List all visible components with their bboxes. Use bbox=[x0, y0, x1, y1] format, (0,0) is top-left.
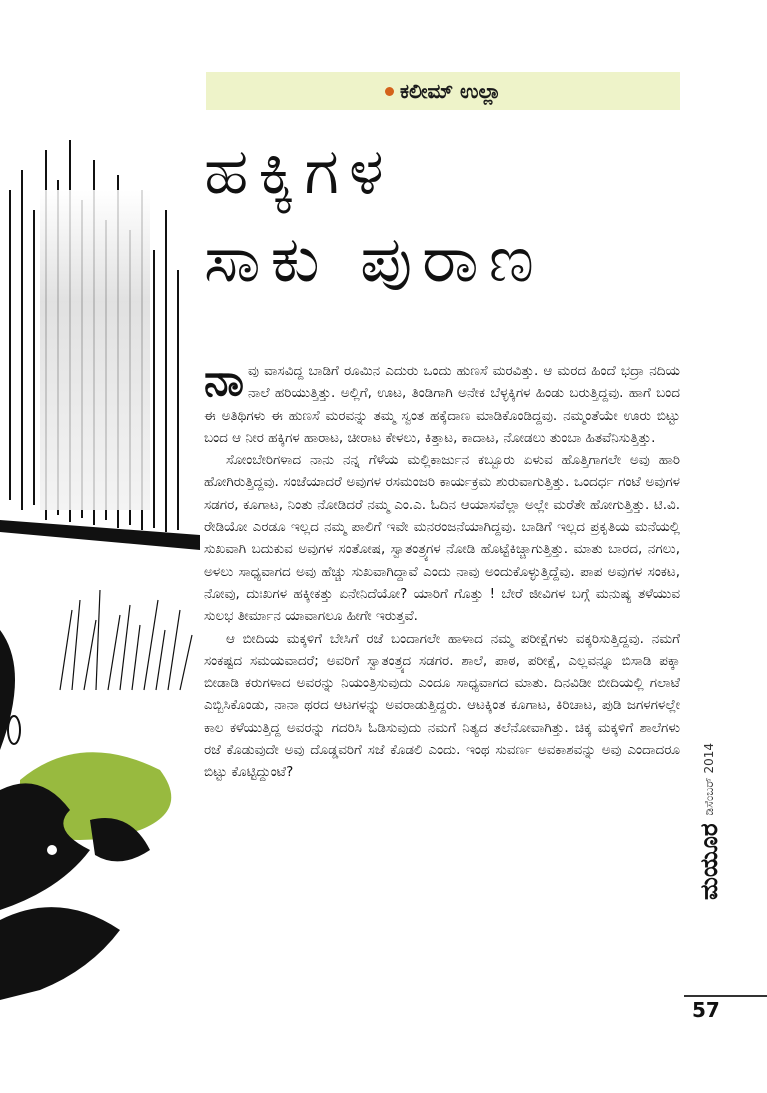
mist-band bbox=[40, 190, 150, 510]
title-line-1: ಹಕ್ಕಿಗಳ bbox=[204, 135, 394, 209]
magazine-side-label bbox=[689, 743, 729, 900]
water-line bbox=[0, 520, 200, 550]
illustration bbox=[0, 130, 200, 1010]
article-title bbox=[204, 128, 680, 304]
author-name: ಕಲೀಮ್ ಉಲ್ಲಾ bbox=[400, 79, 501, 103]
drop-cap: ನಾ bbox=[204, 355, 244, 406]
paragraph-2: ಸೋಂಬೇರಿಗಳಾದ ನಾನು ನನ್ನ ಗೆಳೆಯ ಮಲ್ಲಿಕಾರ್ಜುನ ಕಬ್ಬೂರು ಏಳುವ ಹೊತ್ತಿಗಾಗಲೇ ಅವು ಹಾರಿ ಹೋಗಿರುತ್ತಿದ್ದವು. ಸಂಜೆಯಾದರೆ ಅವುಗಳ ರಸಮಂಜರಿ ಕಾರ್ಯಕ್ರಮ ಶುರುವಾಗುತ್ತಿತ್ತು. ಒಂದರ್ಧ ಗಂಟೆ ಅವುಗಳ ಸಡಗರ, ಕೂಗಾಟ, ನಿಂತು ನೋಡಿದರೆ ನಮ್ಮ ಎಂ.ಎ. ಓದಿನ ಆಯಾಸವೆಲ್ಲಾ ಅಲ್ಲೇ ಮರೆತೇ ಹೋಗುತ್ತಿತ್ತು. ಟಿ.ವಿ. ರೇಡಿಯೋ ಎರಡೂ ಇಲ್ಲದ ನಮ್ಮ ಪಾಲಿಗೆ ಇವೇ ಮನರಂಜನೆಯಾಗಿದ್ದವು. ಬಾಡಿಗೆ ಇಲ್ಲದ ಪ್ರಕೃತಿಯ ಮನೆಯಲ್ಲಿ ಸುಖವಾಗಿ ಬದುಕುವ ಅವುಗಳ ಸಂತೋಷ, ಸ್ವಾತಂತ್ರ್ಯಗಳ ನೋಡಿ ಹೊಟ್ಟೆಕಿಚ್ಚಾಗುತ್ತಿತ್ತು. ಮಾತು ಬಾರದ, ನಗಲು, ಅಳಲು ಸಾಧ್ಯವಾಗದ ಅವು ಹೆಚ್ಚು ಸುಖವಾಗಿದ್ದಾವೆ ಎಂದು ನಾವು ಅಂದುಕೊಳ್ಳುತ್ತಿದ್ದೆವು. ಪಾಪ ಅವುಗಳ ಸಂಕಟ, ನೋವು, ದುಃಖಗಳ ಹಕ್ಕೀಕತ್ತು ಏನೇನಿದೆಯೋ? ಯಾರಿಗೆ ಗೊತ್ತು ! ಬೇರೆ ಜೀವಿಗಳ ಬಗ್ಗೆ ಮನುಷ್ಯ ತಳೆಯುವ ಸುಲಭ ತೀರ್ಮಾನ ಯಾವಾಗಲೂ ಹೀಗೇ ಇರುತ್ತವೆ. bbox=[204, 452, 680, 625]
magazine-name: ಮಯೂರ bbox=[695, 823, 723, 900]
page-number-rule bbox=[684, 995, 767, 997]
water-drop bbox=[8, 716, 20, 744]
page-number: 57 bbox=[692, 998, 720, 1022]
paragraph-3: ಆ ಬೀದಿಯ ಮಕ್ಕಳಿಗೆ ಬೇಸಿಗೆ ರಜೆ ಬಂದಾಗಲೇ ಹಾಳಾದ ನಮ್ಮ ಪರೀಕ್ಷೆಗಳು ವಕ್ಕರಿಸುತ್ತಿದ್ದವು. ನಮಗೆ ಸಂಕಷ್ಟದ ಸಮಯವಾದರೆ; ಅವರಿಗೆ ಸ್ವಾತಂತ್ರ್ಯದ ಸಡಗರ. ಶಾಲೆ, ಪಾಠ, ಪರೀಕ್ಷೆ, ಎಲ್ಲವನ್ನೂ ಬಿಸಾಡಿ ಪಕ್ಕಾ ಬೀಡಾಡಿ ಕರುಗಳಾದ ಅವರನ್ನು ನಿಯಂತ್ರಿಸುವುದು ಎಂದೂ ಸಾಧ್ಯವಾಗದ ಮಾತು. ದಿನವಿಡೀ ಬೀದಿಯಲ್ಲಿ ಗಲಾಟೆ ಎಬ್ಬಿಸಿಕೊಂಡು, ನಾನಾ ಥರದ ಆಟಗಳನ್ನು ಅವರಾಡುತ್ತಿದ್ದರು. ಆಟಕ್ಕಿಂತ ಕೂಗಾಟ, ಕಿರಿಚಾಟ, ಪುಡಿ ಜಗಳಗಳಲ್ಲೇ ಕಾಲ ಕಳೆಯುತ್ತಿದ್ದ ಅವರನ್ನು ಗದರಿಸಿ ಓಡಿಸುವುದು ನಮಗೆ ನಿತ್ಯದ ತಲೆನೋವಾಗಿತ್ತು. ಚಿಕ್ಕ ಮಕ್ಕಳಿಗೆ ಶಾಲೆಗಳು ರಜೆ ಕೊಡುವುದೇ ಅವು ದೊಡ್ಡವರಿಗೆ ಸಜೆ ಕೊಡಲಿ ಎಂದು. ಇಂಥ ಸುವರ್ಣ ಅವಕಾಶವನ್ನು ಅವು ಎಂದಾದರೂ ಬಿಟ್ಟು ಕೊಟ್ಟಿದ್ದುಂಟೆ? bbox=[204, 630, 680, 781]
grass-cluster bbox=[60, 590, 192, 690]
title-line-2: ಸಾಕು ಪುರಾಣ bbox=[204, 223, 544, 297]
author-band bbox=[206, 72, 680, 110]
author-bullet-icon bbox=[385, 87, 394, 96]
issue-date: ಡಿಸೆಂಬರ್ 2014 bbox=[701, 743, 716, 816]
paragraph-1 bbox=[204, 355, 680, 449]
dark-wave bbox=[0, 907, 120, 1000]
article-body bbox=[204, 355, 680, 784]
paragraph-1-text: ವು ವಾಸವಿದ್ದ ಬಾಡಿಗೆ ರೂಮಿನ ಎದುರು ಒಂದು ಹುಣಸೆ ಮರವಿತ್ತು. ಆ ಮರದ ಹಿಂದೆ ಭದ್ರಾ ನದಿಯ ನಾಲೆ ಹರಿಯುತ್ತಿತ್ತು. ಅಲ್ಲಿಗೆ, ಊಟ, ತಿಂಡಿಗಾಗಿ ಅನೇಕ ಬೆಳ್ಳಕ್ಕಿಗಳ ಹಿಂಡು ಬರುತ್ತಿದ್ದವು. ಹಾಗೆ ಬಂದ ಈ ಅತಿಥಿಗಳು ಈ ಹುಣಸೆ ಮರವನ್ನು ತಮ್ಮ ಸ್ವಂತ ಹಕ್ಕೆದಾಣ ಮಾಡಿಕೊಂಡಿದ್ದವು. ನಮ್ಮಂತೆಯೇ ಊರು ಬಿಟ್ಟು ಬಂದ ಆ ನೀರ ಹಕ್ಕಿಗಳ ಹಾರಾಟ, ಚೀರಾಟ ಕೇಳಲು, ಕಿತ್ತಾಟ, ಕಾದಾಟ, ನೋಡಲು ತುಂಬಾ ಹಿತವೆನಿಸುತ್ತಿತ್ತು. bbox=[204, 363, 680, 446]
eye-dot bbox=[47, 845, 57, 855]
